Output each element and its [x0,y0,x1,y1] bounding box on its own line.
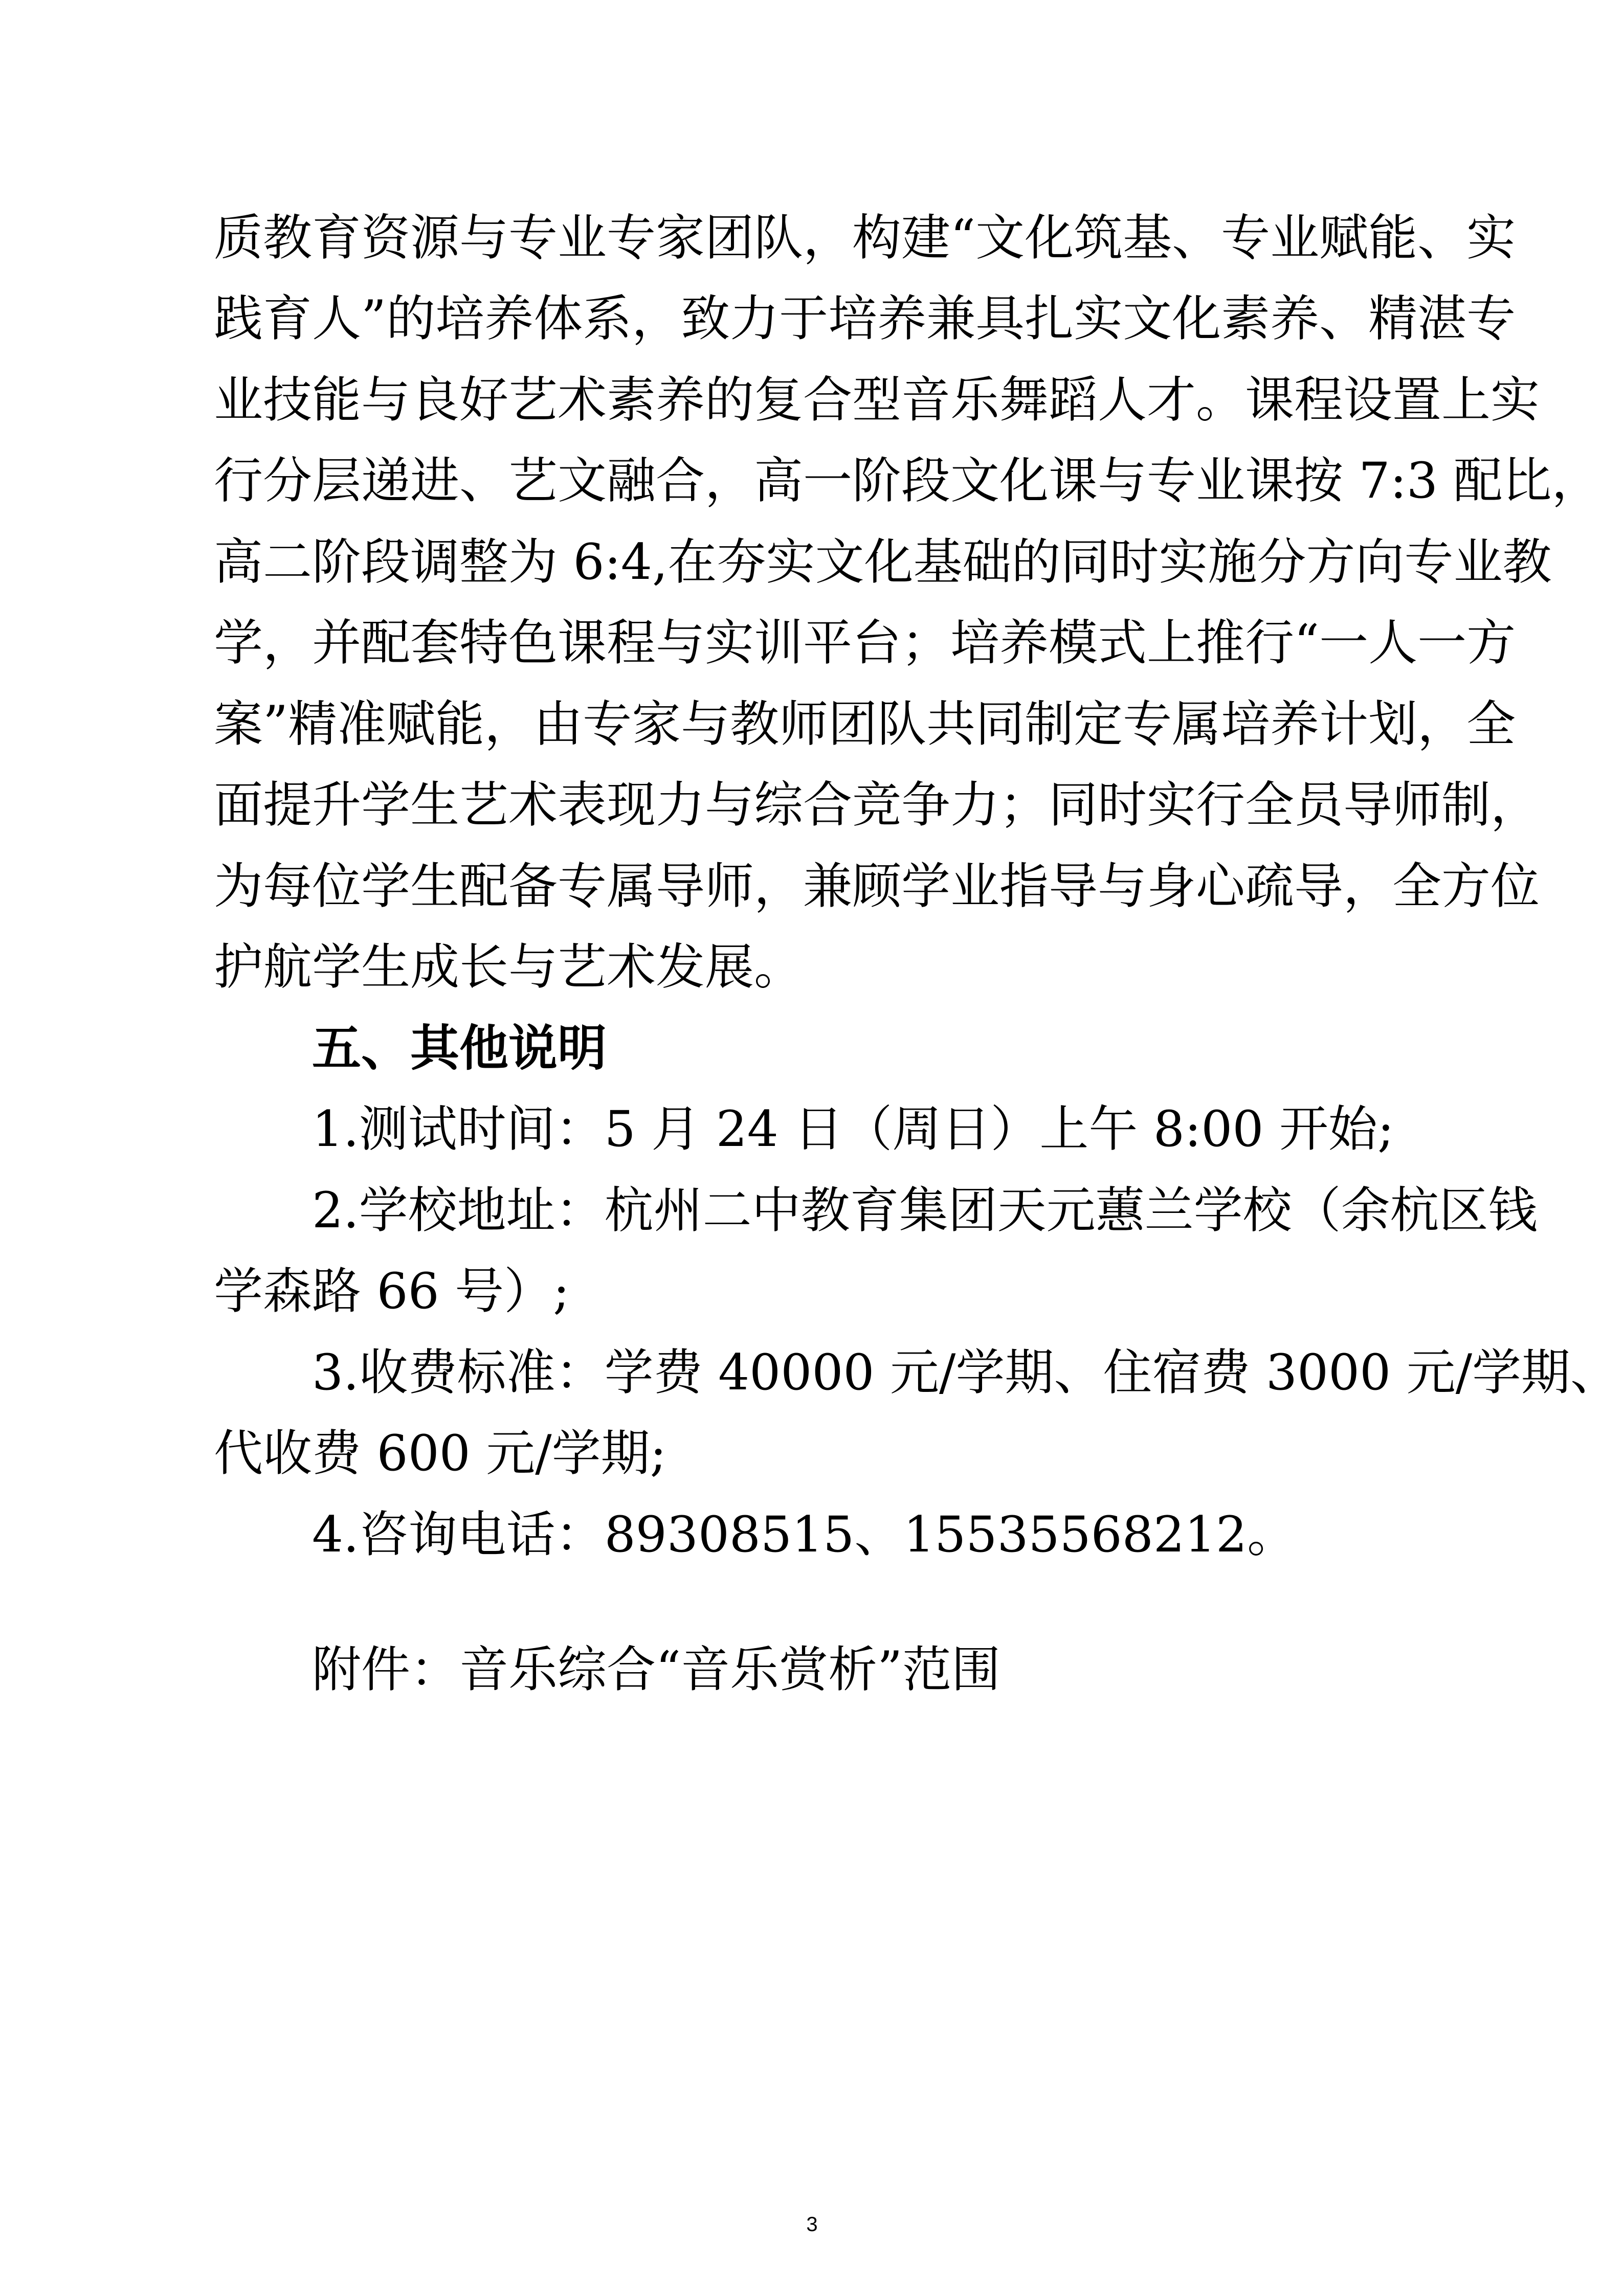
paragraph-line: 质教育资源与专业专家团队，构建“文化筑基、专业赋能、实 [214,209,1516,266]
list-item-address: 2.学校地址：杭州二中教育集团天元蕙兰学校（余杭区钱 [312,1182,1538,1239]
attachment-note: 附件：音乐综合“音乐赏析”范围 [312,1641,1001,1698]
paragraph-line: 学，并配套特色课程与实训平台；培养模式上推行“一人一方 [214,614,1516,671]
paragraph-line: 践育人”的培养体系，致力于培养兼具扎实文化素养、精湛专 [214,290,1516,347]
paragraph-line: 业技能与良好艺术素养的复合型音乐舞蹈人才。课程设置上实 [214,371,1540,429]
list-item-test-time: 1.测试时间：5 月 24 日（周日）上午 8:00 开始; [312,1100,1394,1158]
paragraph-line: 高二阶段调整为 6:4,在夯实文化基础的同时实施分方向专业教 [214,533,1552,591]
list-item-fees: 3.收费标准：学费 40000 元/学期、住宿费 3000 元/学期、 [312,1344,1620,1401]
list-item-address-cont: 学森路 66 号）; [214,1263,570,1320]
section-heading: 五、其他说明 [312,1020,607,1077]
paragraph-line: 面提升学生艺术表现力与综合竞争力；同时实行全员导师制， [214,776,1540,834]
page-number: 3 [806,2213,818,2236]
paragraph-line: 案”精准赋能，由专家与教师团队共同制定专属培养计划，全 [214,695,1516,753]
paragraph-line: 护航学生成长与艺术发展。 [214,938,803,996]
list-item-phone: 4.咨询电话：89308515、15535568212。 [312,1506,1297,1563]
paragraph-line: 为每位学生配备专属导师，兼顾学业指导与身心疏导，全方位 [214,858,1540,915]
list-item-fees-cont: 代收费 600 元/学期; [214,1425,666,1482]
paragraph-line: 行分层递进、艺文融合，高一阶段文化课与专业课按 7:3 配比， [214,452,1601,509]
